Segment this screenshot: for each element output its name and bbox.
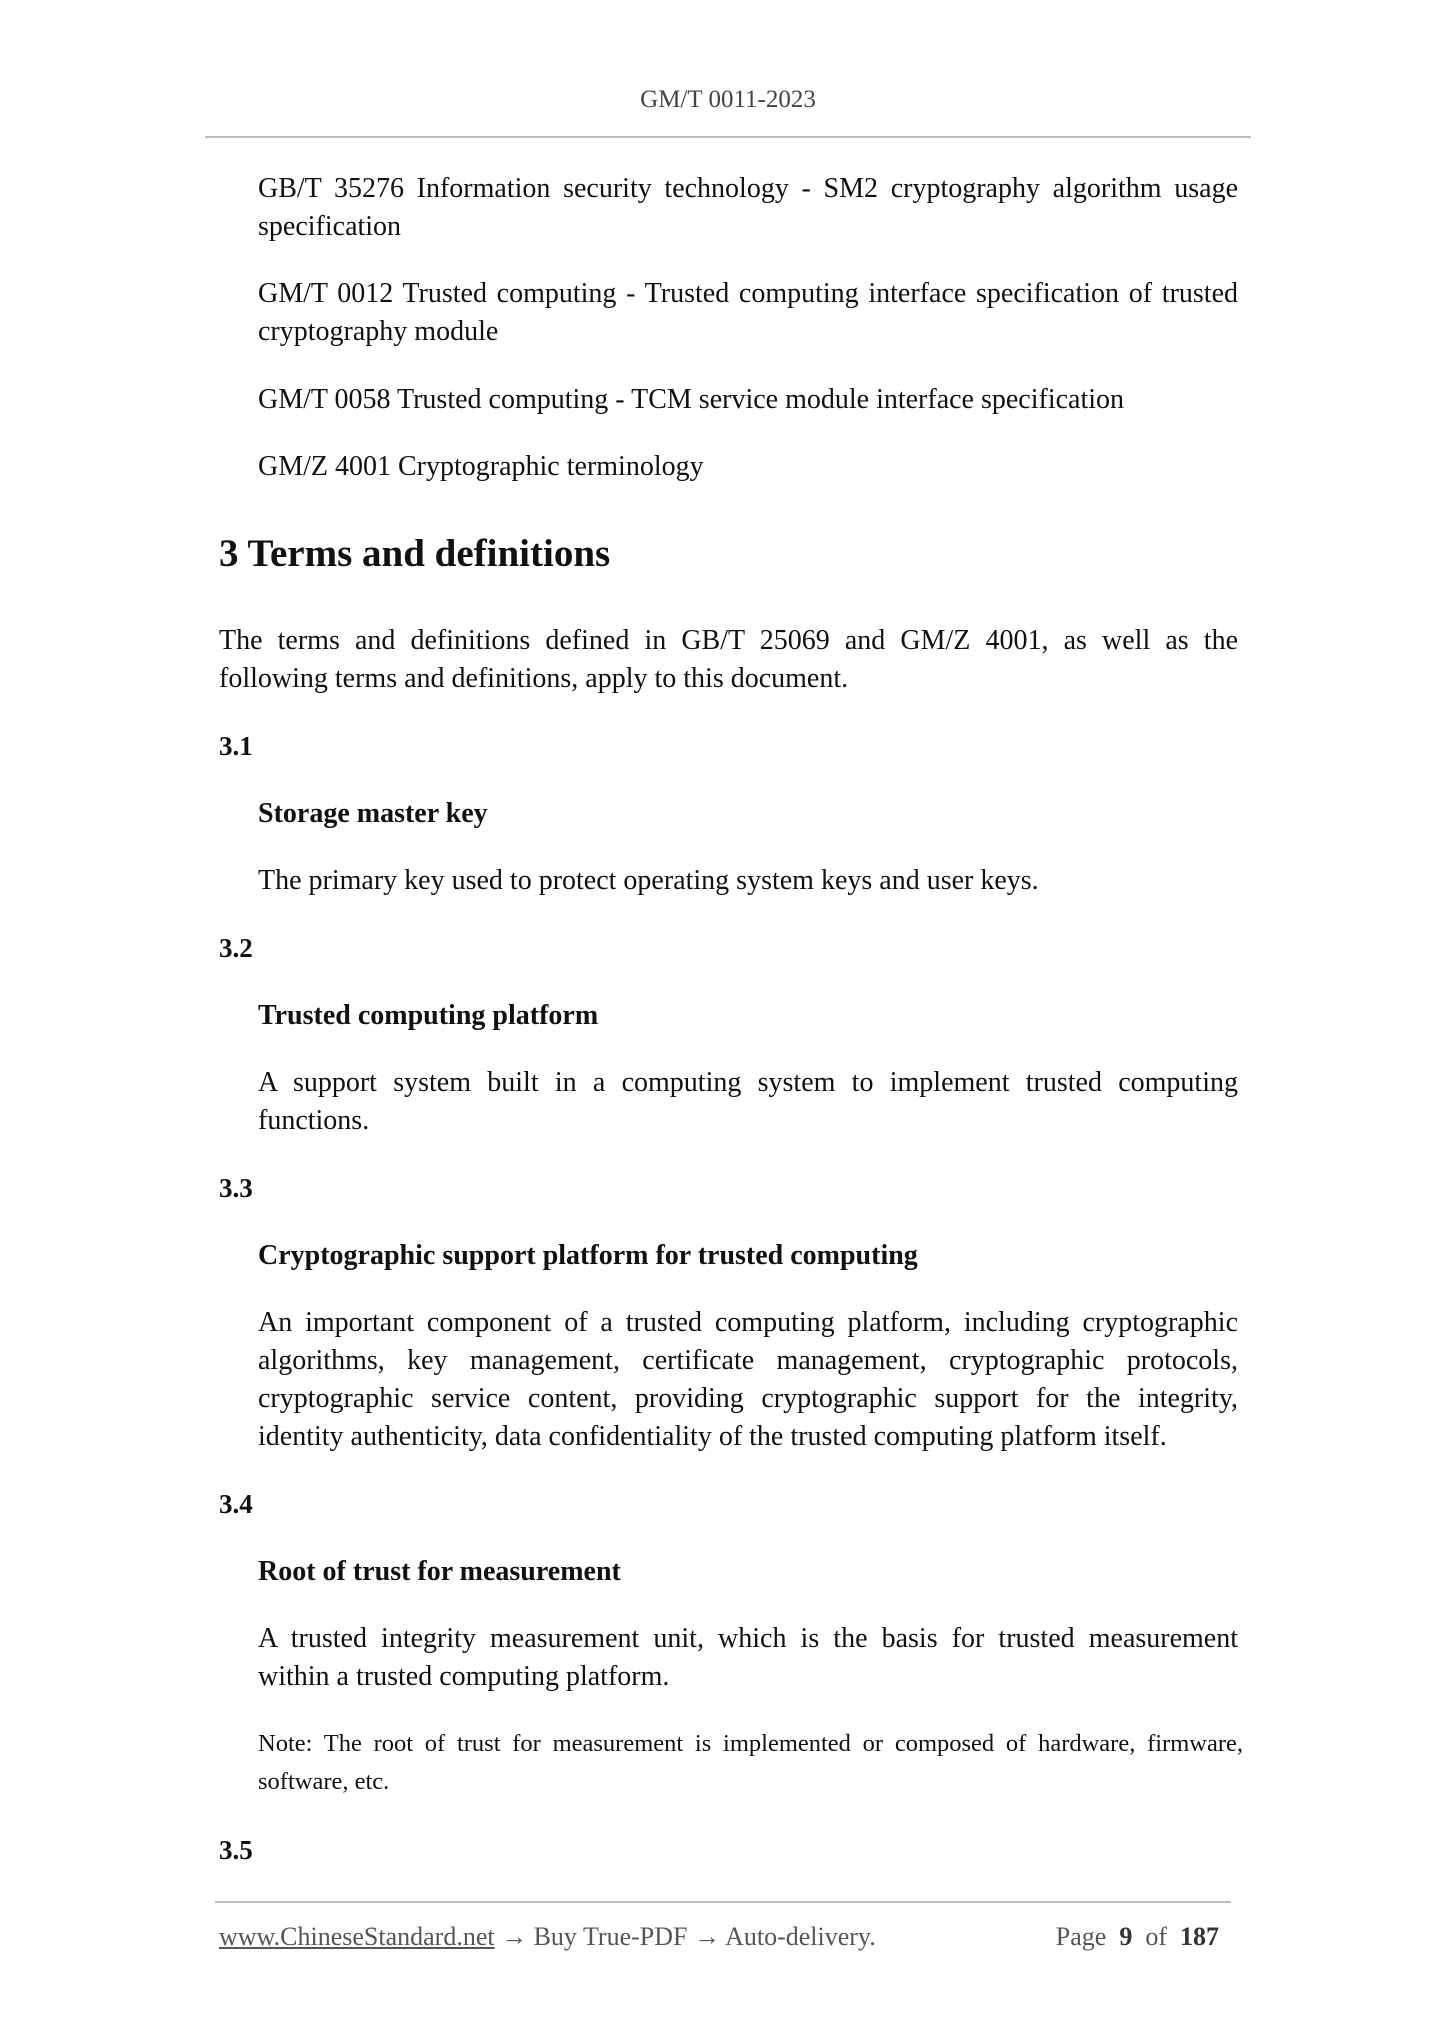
of-label: of xyxy=(1145,1922,1167,1951)
page-indicator xyxy=(1056,1922,1219,1952)
term-number: 3.4 xyxy=(219,1489,253,1519)
term-definition: A trusted integrity measurement unit, which is the basis for trusted measurement within a trusted computing platform. xyxy=(258,1623,1238,1692)
term-number: 3.3 xyxy=(219,1173,253,1203)
term-name: Trusted computing platform xyxy=(258,1000,599,1031)
term-number: 3.1 xyxy=(219,731,253,761)
section-title: 3 Terms and definitions xyxy=(219,532,611,575)
page-label: Page xyxy=(1055,1922,1107,1951)
reference-item: GM/T 0012 Trusted computing - Trusted computing interface specification of trusted cryptography module xyxy=(258,278,1238,347)
term-definition: An important component of a trusted computing platform, including cryptographic algorithms, key management, certificate management, cryptographic protocols, cryptographic service content, providing cryptographic support for the integrity, identity authenticity, data confidentiality of the trusted computing platform itself. xyxy=(258,1307,1238,1452)
term-number: 3.5 xyxy=(219,1835,253,1865)
term-definition: The primary key used to protect operating system keys and user keys. xyxy=(258,865,1039,896)
arrow-icon: → xyxy=(501,1922,528,1951)
term-number: 3.2 xyxy=(219,933,253,963)
footer-divider xyxy=(215,1901,1231,1903)
term-name: Root of trust for measurement xyxy=(258,1556,621,1587)
term-name: Storage master key xyxy=(258,798,488,829)
website-link[interactable]: www.ChineseStandard.net xyxy=(219,1922,495,1951)
footer-buy-text: Buy True-PDF xyxy=(533,1922,688,1951)
reference-item: GB/T 35276 Information security technology - SM2 cryptography algorithm usage specification xyxy=(258,173,1238,242)
header-divider xyxy=(205,136,1251,138)
footer-delivery-text: Auto-delivery. xyxy=(725,1922,876,1951)
arrow-icon: → xyxy=(694,1922,720,1951)
page-number: 9 xyxy=(1119,1922,1133,1951)
running-header: GM/T 0011-2023 xyxy=(640,86,816,113)
term-note: Note: The root of trust for measurement is implemented or composed of hardware, firmware, software, etc. xyxy=(258,1730,1243,1795)
reference-item: GM/T 0058 Trusted computing - TCM service module interface specification xyxy=(258,384,1125,415)
term-definition: A support system built in a computing system to implement trusted computing functions. xyxy=(258,1067,1238,1136)
footer-promo xyxy=(219,1922,876,1952)
term-name: Cryptographic support platform for trusted computing xyxy=(258,1240,918,1271)
reference-item: GM/Z 4001 Cryptographic terminology xyxy=(258,451,704,482)
page-total: 187 xyxy=(1180,1922,1219,1951)
section-intro: The terms and definitions defined in GB/T 25069 and GM/Z 4001, as well as the following terms and definitions, apply to this document. xyxy=(219,625,1238,694)
